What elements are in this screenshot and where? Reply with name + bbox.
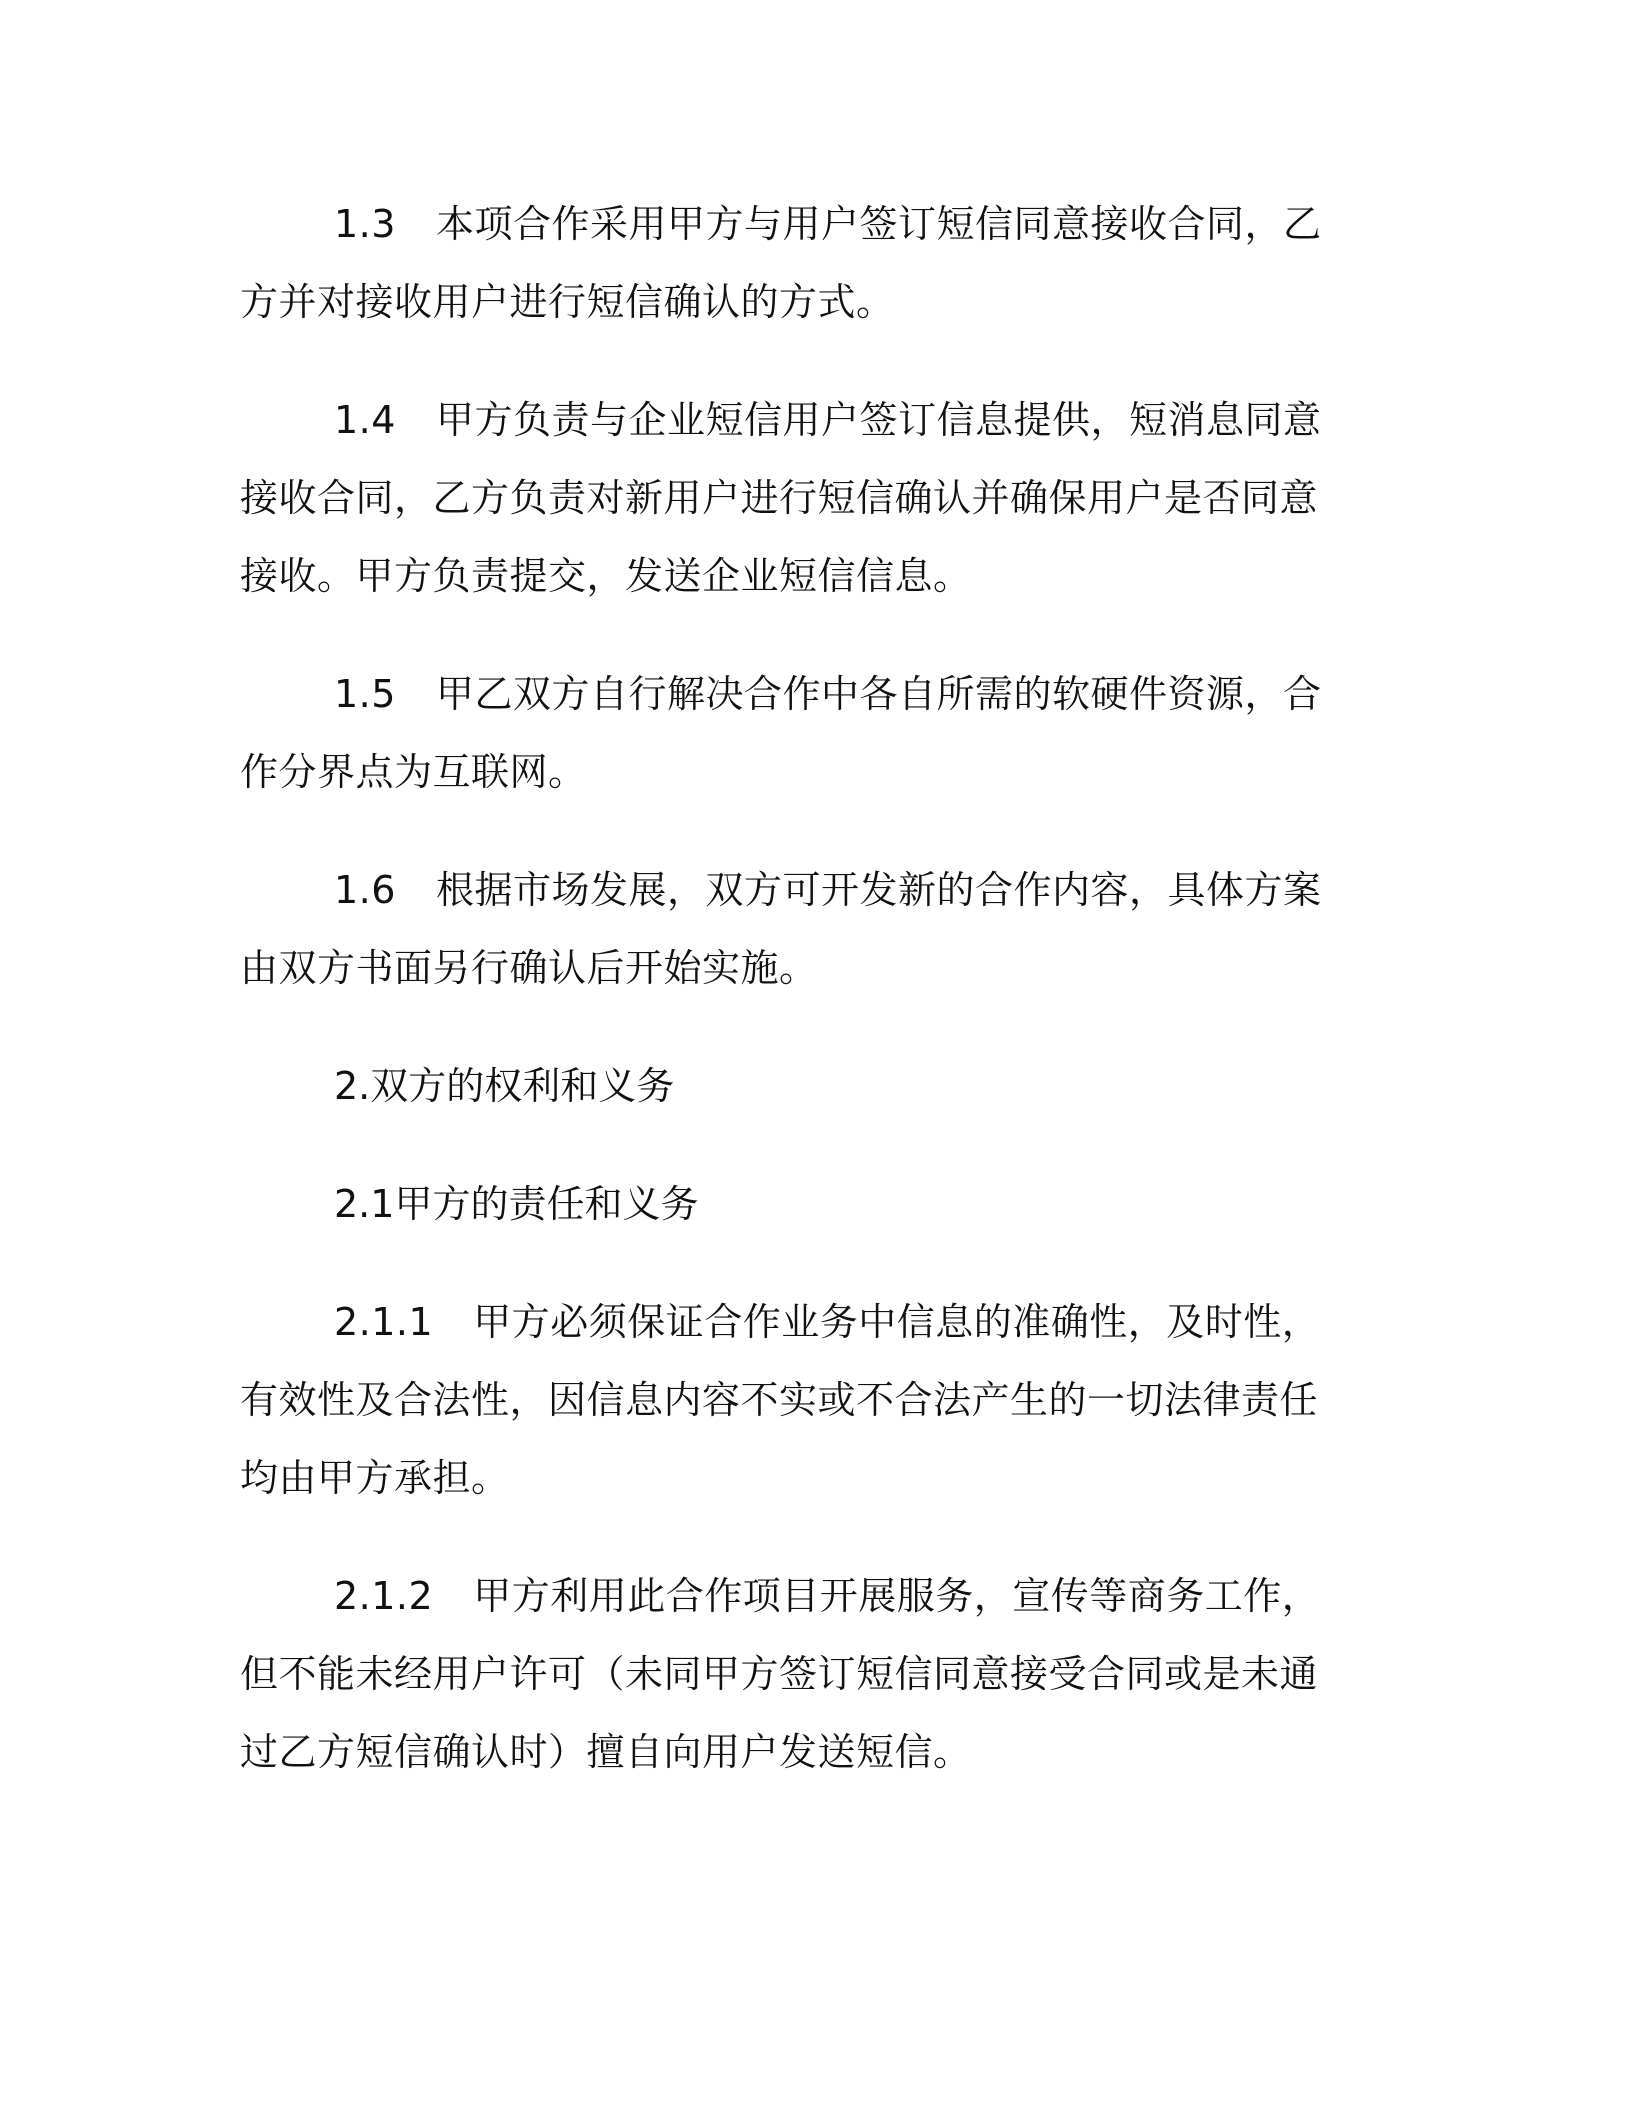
- clause-1-3: [240, 185, 1355, 341]
- clause-number: 1.3: [334, 202, 396, 246]
- clause-2-1-2: [240, 1557, 1355, 1791]
- document-body: [240, 185, 1355, 1831]
- clause-number: 2.1.1: [334, 1300, 434, 1344]
- clause-number: 2.1.2: [334, 1574, 434, 1618]
- clause-number: 1.6: [334, 868, 396, 912]
- clause-text: 甲方负责与企业短信用户签订信息提供，短消息同意接收合同，乙方负责对新用户进行短信确认并确保用户是否同意接收。甲方负责提交，发送企业短信信息。: [240, 398, 1322, 598]
- clause-2-1-1: [240, 1283, 1355, 1517]
- section-number: 2.: [334, 1064, 371, 1108]
- section-heading-2: [240, 1047, 1355, 1125]
- clause-text: 甲方必须保证合作业务中信息的准确性，及时性，有效性及合法性，因信息内容不实或不合法产生的一切法律责任均由甲方承担。: [240, 1300, 1321, 1500]
- section-title: 双方的权利和义务: [370, 1064, 675, 1108]
- clause-number: 1.4: [334, 398, 396, 442]
- section-number: 2.1: [334, 1182, 395, 1226]
- clause-1-5: [240, 655, 1355, 811]
- section-heading-2-1: [240, 1165, 1355, 1243]
- clause-number: 1.5: [334, 672, 396, 716]
- clause-text: 本项合作采用甲方与用户签订短信同意接收合同，乙方并对接收用户进行短信确认的方式。: [240, 202, 1322, 324]
- clause-text: 甲乙双方自行解决合作中各自所需的软硬件资源，合作分界点为互联网。: [240, 672, 1322, 794]
- clause-1-6: [240, 851, 1355, 1007]
- section-title: 甲方的责任和义务: [394, 1182, 699, 1226]
- clause-1-4: [240, 381, 1355, 615]
- clause-text: 根据市场发展，双方可开发新的合作内容，具体方案由双方书面另行确认后开始实施。: [240, 868, 1322, 990]
- clause-text: 甲方利用此合作项目开展服务，宣传等商务工作，但不能未经用户许可（未同甲方签订短信同意接受合同或是未通过乙方短信确认时）擅自向用户发送短信。: [240, 1574, 1321, 1774]
